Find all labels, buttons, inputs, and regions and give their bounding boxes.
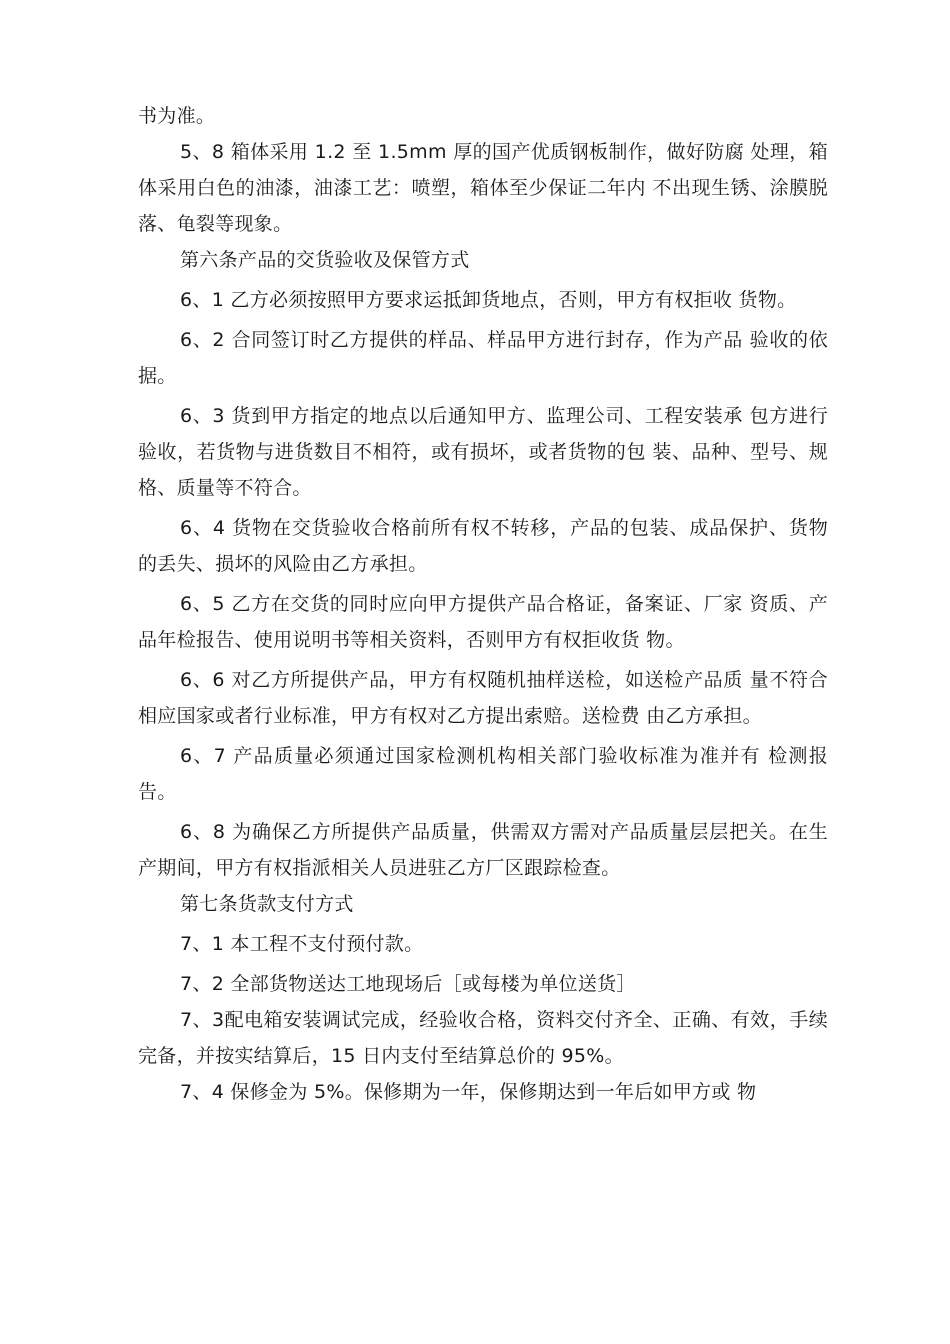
- clause-6-4: 6、4 货物在交货验收合格前所有权不转移，产品的包装、成品保护、货物的丢失、损坏的风险由乙方承担。: [138, 517, 828, 575]
- clause-7-1: 7、1 本工程不支付预付款。: [180, 933, 424, 955]
- clause-6-7: 6、7 产品质量必须通过国家检测机构相关部门验收标准为准并有 检测报告。: [138, 745, 828, 803]
- section-heading-article-7: 第七条货款支付方式: [180, 893, 354, 915]
- clause-6-2: 6、2 合同签订时乙方提供的样品、样品甲方进行封存，作为产品 验收的依据。: [138, 329, 828, 387]
- clause-7-4: 7、4 保修金为 5%。保修期为一年，保修期达到一年后如甲方或 物: [180, 1081, 757, 1103]
- paragraph-continuation: 书为准。: [138, 105, 216, 127]
- document-body: [138, 98, 828, 1110]
- clause-6-3: 6、3 货到甲方指定的地点以后通知甲方、监理公司、工程安装承 包方进行验收，若货物与进货数目不相符，或有损坏，或者货物的包 装、品种、型号、规格、质量等不符合。: [138, 405, 828, 499]
- section-heading-article-6: 第六条产品的交货验收及保管方式: [180, 249, 470, 271]
- clause-6-5: 6、5 乙方在交货的同时应向甲方提供产品合格证，备案证、厂家 资质、产品年检报告、使用说明书等相关资料，否则甲方有权拒收货 物。: [138, 593, 828, 651]
- clause-6-8: 6、8 为确保乙方所提供产品质量，供需双方需对产品质量层层把关。在生产期间，甲方有权指派相关人员进驻乙方厂区跟踪检查。: [138, 821, 828, 879]
- clause-6-1: 6、1 乙方必须按照甲方要求运抵卸货地点，否则，甲方有权拒收 货物。: [180, 289, 797, 311]
- clause-6-6: 6、6 对乙方所提供产品，甲方有权随机抽样送检，如送检产品质 量不符合相应国家或者行业标准，甲方有权对乙方提出索赔。送检费 由乙方承担。: [138, 669, 828, 727]
- clause-5-8: 5、8 箱体采用 1.2 至 1.5mm 厚的国产优质钢板制作，做好防腐 处理，箱体采用白色的油漆，油漆工艺：喷塑，箱体至少保证二年内 不出现生锈、涂膜脱落、龟裂等现象。: [138, 141, 828, 235]
- clause-7-3: 7、3配电箱安装调试完成，经验收合格，资料交付齐全、正确、有效，手续完备，并按实结算后，15 日内支付至结算总价的 95%。: [138, 1009, 828, 1067]
- clause-7-2: 7、2 全部货物送达工地现场后［或每楼为单位送货］: [180, 973, 636, 995]
